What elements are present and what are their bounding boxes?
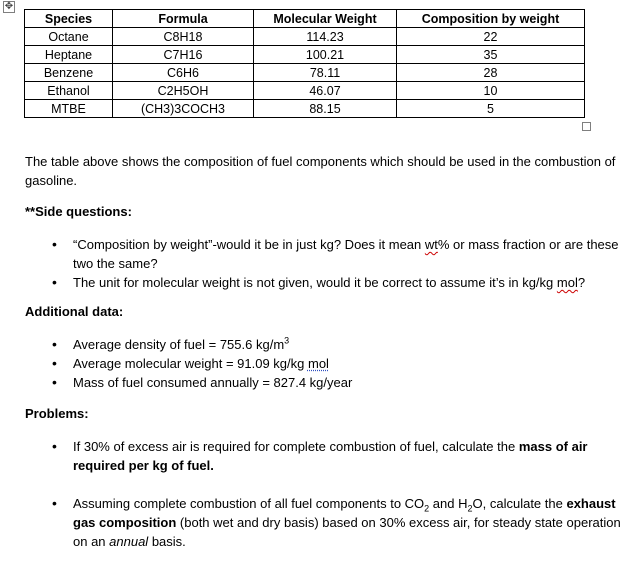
- spellcheck-word[interactable]: wt: [424, 237, 438, 252]
- table-row: [25, 28, 585, 46]
- cell-species: Octane: [25, 28, 113, 46]
- density-superscript: 3: [284, 335, 290, 346]
- list-item: [25, 494, 631, 551]
- composition-table: [24, 9, 585, 118]
- problem-2-italic: annual: [109, 534, 149, 549]
- cell-composition: 22: [397, 28, 585, 46]
- problem-2-text-e: basis.: [148, 534, 186, 549]
- table-row: [25, 46, 585, 64]
- header-formula: Formula: [113, 10, 254, 28]
- co2-subscript: 2: [424, 503, 430, 514]
- cell-formula: (CH3)3COCH3: [113, 100, 254, 118]
- density-text: Average density of fuel = 755.6 kg/m: [73, 337, 285, 352]
- cell-molecular-weight: 78.11: [254, 64, 397, 82]
- problem-1-bold: mass of air required per kg of fuel.: [73, 439, 588, 473]
- cell-molecular-weight: 88.15: [254, 100, 397, 118]
- table-move-handle[interactable]: ✥: [4, 1, 14, 12]
- cell-species: Benzene: [25, 64, 113, 82]
- cell-molecular-weight: 46.07: [254, 82, 397, 100]
- molecular-weight-text: Average molecular weight = 91.09 kg/kg: [73, 356, 308, 371]
- h2o-subscript: 2: [467, 503, 473, 514]
- table-row: [25, 100, 585, 118]
- document-body: [25, 152, 631, 570]
- spellcheck-word[interactable]: mol: [556, 275, 578, 290]
- cell-formula: C8H18: [113, 28, 254, 46]
- list-item: [25, 235, 631, 273]
- cell-composition: 10: [397, 82, 585, 100]
- cell-formula: C7H16: [113, 46, 254, 64]
- table-header-row: [25, 10, 585, 28]
- list-item: [25, 273, 631, 292]
- cell-composition: 5: [397, 100, 585, 118]
- list-item: [25, 437, 631, 475]
- cell-species: Heptane: [25, 46, 113, 64]
- problem-2-text-b: and H: [429, 496, 468, 511]
- list-item: [25, 335, 631, 354]
- side-questions-list: [25, 235, 631, 292]
- question-1-text-a: “Composition by weight”-would it be in just kg? Does it mean: [73, 237, 425, 252]
- problem-2-bold: exhaust gas composition: [73, 496, 616, 530]
- cell-composition: 35: [397, 46, 585, 64]
- question-2-text-b: ?: [577, 275, 586, 290]
- problem-1-text: If 30% of excess air is required for complete combustion of fuel, calculate the: [73, 439, 519, 454]
- question-1-text-b: % or mass fraction or are these two the same?: [73, 237, 619, 271]
- cell-molecular-weight: 114.23: [254, 28, 397, 46]
- list-item: [25, 354, 631, 373]
- header-composition: Composition by weight: [397, 10, 585, 28]
- cell-species: MTBE: [25, 100, 113, 118]
- cell-species: Ethanol: [25, 82, 113, 100]
- list-item: [25, 373, 631, 392]
- header-molecular-weight: Molecular Weight: [254, 10, 397, 28]
- question-2-text-a: The unit for molecular weight is not given, would it be correct to assume it’s in kg/kg: [73, 275, 557, 290]
- cell-molecular-weight: 100.21: [254, 46, 397, 64]
- side-questions-heading: **Side questions:: [25, 204, 132, 219]
- mass-consumed-text: Mass of fuel consumed annually = 827.4 kg/year: [73, 375, 353, 390]
- additional-data-heading: Additional data:: [25, 304, 124, 319]
- intro-paragraph: The table above shows the composition of fuel components which should be used in the combustion of gasoline.: [25, 154, 616, 188]
- cell-formula: C6H6: [113, 64, 254, 82]
- table-resize-handle[interactable]: [582, 122, 591, 131]
- table-row: [25, 64, 585, 82]
- problems-list: [25, 437, 631, 551]
- problem-2-text-a: Assuming complete combustion of all fuel components to CO: [73, 496, 425, 511]
- grammar-check-word[interactable]: mol: [307, 356, 329, 371]
- cell-composition: 28: [397, 64, 585, 82]
- additional-data-list: [25, 335, 631, 392]
- table-row: [25, 82, 585, 100]
- header-species: Species: [25, 10, 113, 28]
- problem-2-text-c: O, calculate the: [472, 496, 567, 511]
- problems-heading: Problems:: [25, 406, 89, 421]
- problem-2-text-d: (both wet and dry basis) based on 30% excess air, for steady state operation on an: [73, 515, 621, 549]
- cell-formula: C2H5OH: [113, 82, 254, 100]
